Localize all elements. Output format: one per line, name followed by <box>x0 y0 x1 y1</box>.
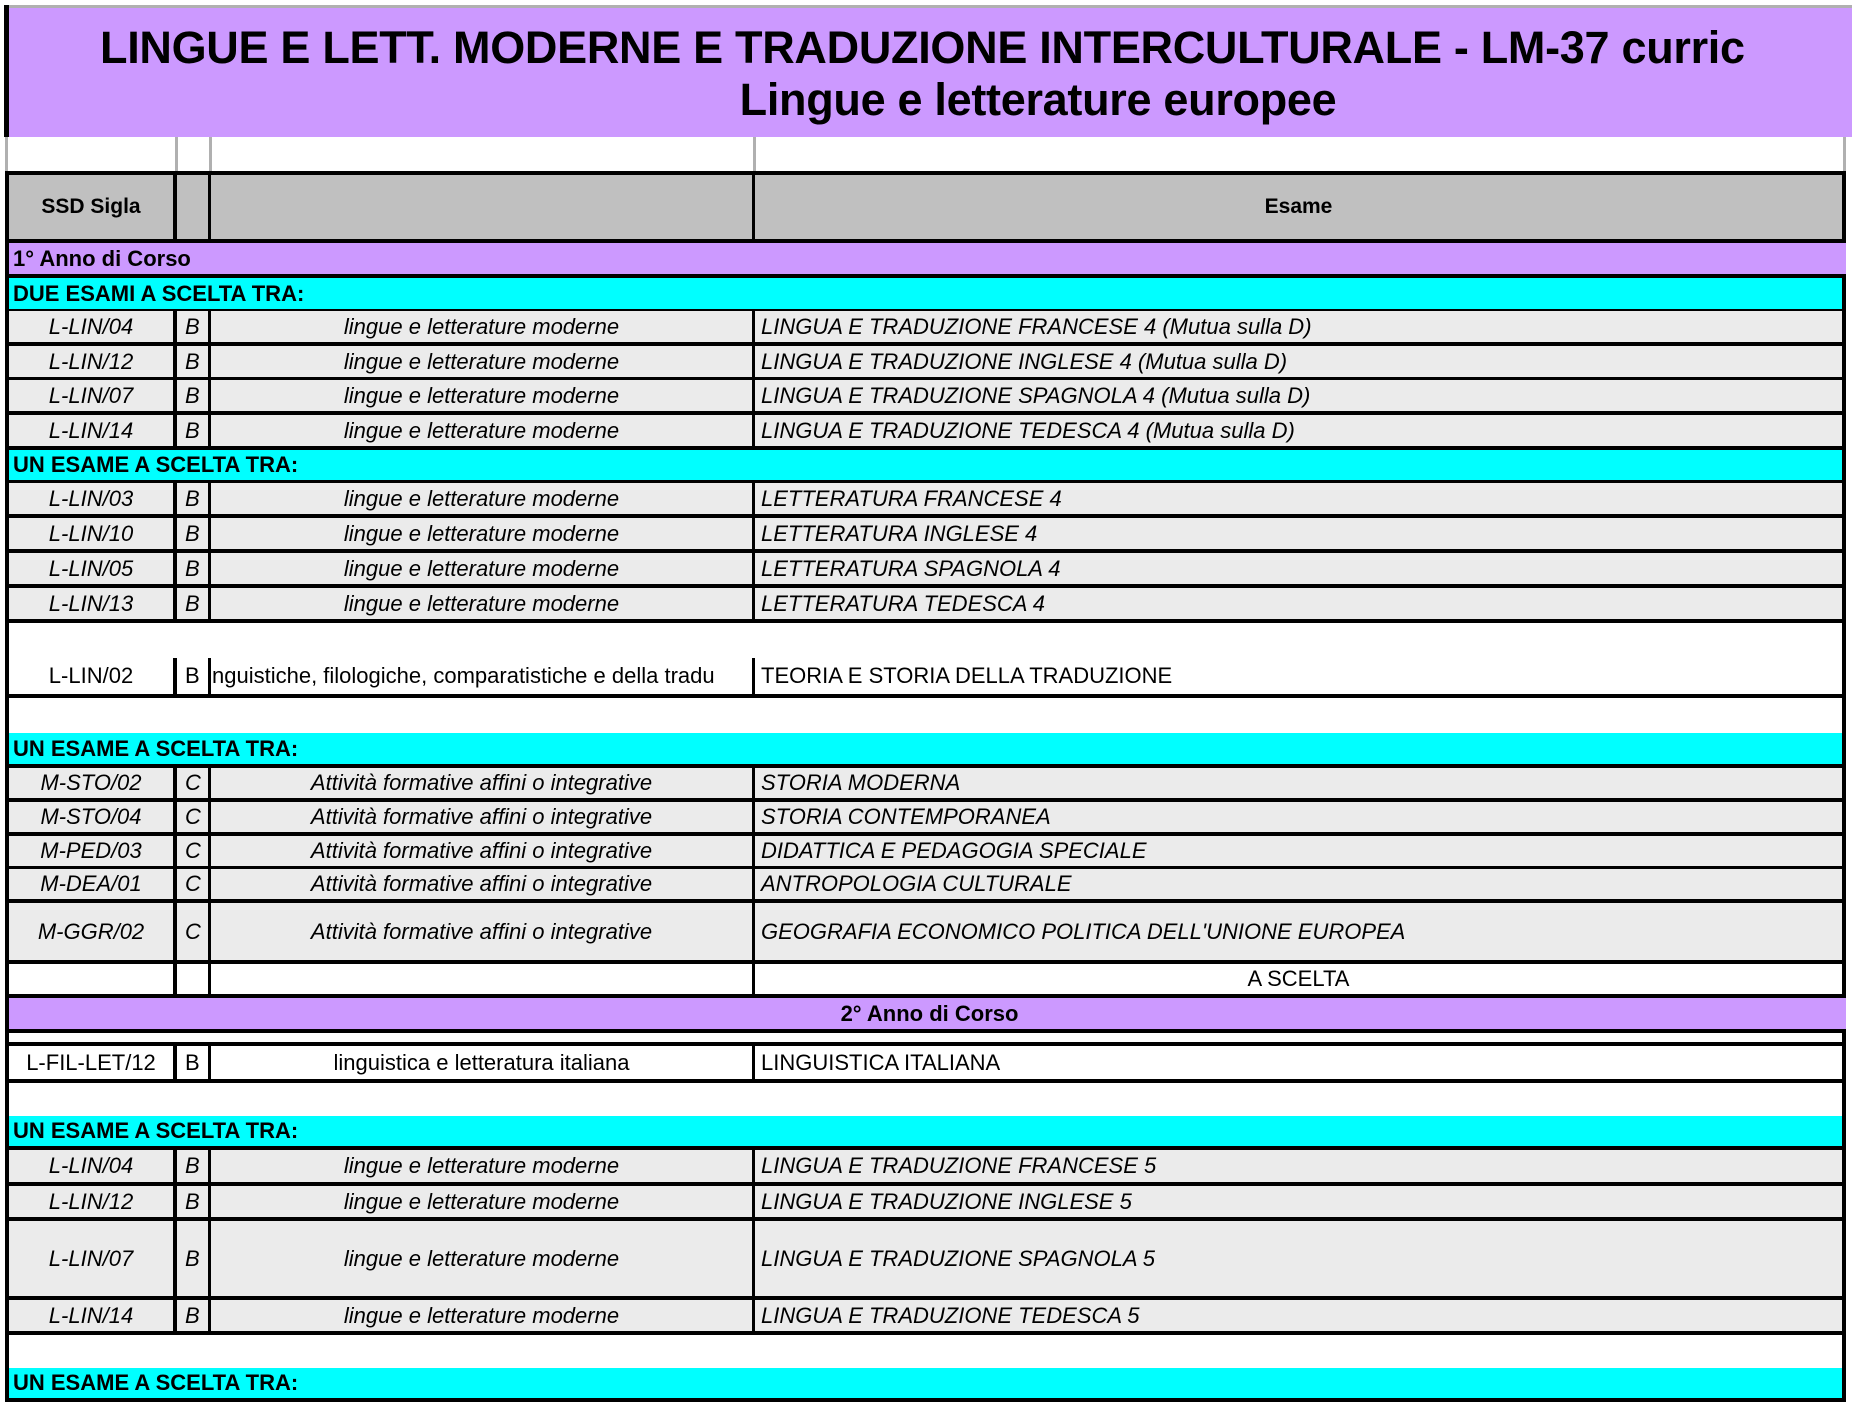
table-row <box>5 483 1846 518</box>
tipo-cell: B <box>177 483 211 514</box>
spacer-row <box>5 1083 1846 1116</box>
gridline <box>175 137 178 171</box>
gridline <box>5 137 8 171</box>
tipo-cell: C <box>177 836 211 866</box>
table-row <box>5 311 1846 346</box>
ambito-cell: Attività formative affini o integrative <box>211 802 755 832</box>
group-label: UN ESAME A SCELTA TRA: <box>13 735 299 761</box>
ssd-cell: L-LIN/07 <box>5 1221 177 1296</box>
page-title: LINGUE E LETT. MODERNE E TRADUZIONE INTERCULTURALE - LM-37 curric <box>100 22 1745 73</box>
ssd-cell: L-LIN/12 <box>5 1186 177 1217</box>
table-row <box>5 346 1846 381</box>
ssd-cell: M-PED/03 <box>5 836 177 866</box>
ssd-cell: L-LIN/13 <box>5 588 177 619</box>
table-row <box>5 1186 1846 1221</box>
table-row <box>5 802 1846 836</box>
table-row <box>5 1221 1846 1300</box>
table-row <box>5 836 1846 870</box>
group-header-row <box>5 450 1846 484</box>
ambito-cell: lingue e letterature moderne <box>211 518 755 549</box>
column-header-ambito <box>211 175 755 239</box>
ambito-cell: Attività formative affini o integrative <box>211 903 755 960</box>
spacer-row <box>5 1335 1846 1368</box>
ambito-cell: lingue e letterature moderne <box>211 553 755 584</box>
table-row <box>5 553 1846 588</box>
ambito-cell: lingue e letterature moderne <box>211 311 755 342</box>
spacer-row <box>5 1033 1846 1046</box>
tipo-cell: C <box>177 869 211 899</box>
tipo-cell: B <box>177 588 211 619</box>
ssd-cell: L-LIN/07 <box>5 380 177 411</box>
tipo-cell: B <box>177 346 211 377</box>
spacer-row <box>5 137 1845 171</box>
tipo-cell: C <box>177 802 211 832</box>
ssd-cell: M-DEA/01 <box>5 869 177 899</box>
column-header-ssd: SSD Sigla <box>5 175 177 239</box>
esame-cell: LINGUISTICA ITALIANA <box>755 1046 1846 1079</box>
esame-cell: LETTERATURA SPAGNOLA 4 <box>755 553 1846 584</box>
year-header-row <box>5 243 1846 278</box>
table-row <box>5 964 1846 998</box>
spacer-row <box>5 698 1846 733</box>
ssd-cell: L-LIN/03 <box>5 483 177 514</box>
tipo-cell: B <box>177 658 211 694</box>
esame-cell: LINGUA E TRADUZIONE SPAGNOLA 4 (Mutua sulla D) <box>755 380 1846 411</box>
esame-cell: LINGUA E TRADUZIONE INGLESE 5 <box>755 1186 1846 1217</box>
esame-cell: LETTERATURA TEDESCA 4 <box>755 588 1846 619</box>
esame-cell: STORIA CONTEMPORANEA <box>755 802 1846 832</box>
ssd-cell: L-LIN/10 <box>5 518 177 549</box>
esame-cell: GEOGRAFIA ECONOMICO POLITICA DELL'UNIONE EUROPEA <box>755 903 1846 960</box>
tipo-cell: B <box>177 1186 211 1217</box>
tipo-cell: C <box>177 903 211 960</box>
ambito-cell: Attività formative affini o integrative <box>211 869 755 899</box>
year-label: 1° Anno di Corso <box>13 245 191 271</box>
esame-cell: DIDATTICA E PEDAGOGIA SPECIALE <box>755 836 1846 866</box>
group-label: UN ESAME A SCELTA TRA: <box>13 452 299 477</box>
ambito-cell: lingue e letterature moderne <box>211 483 755 514</box>
esame-cell: TEORIA E STORIA DELLA TRADUZIONE <box>755 658 1846 694</box>
group-label: UN ESAME A SCELTA TRA: <box>13 1118 299 1143</box>
table-row <box>5 380 1846 415</box>
table-row <box>5 903 1846 964</box>
esame-cell: A SCELTA <box>755 964 1846 994</box>
spacer-row <box>5 623 1846 658</box>
ssd-cell <box>5 964 177 994</box>
esame-cell: LETTERATURA FRANCESE 4 <box>755 483 1846 514</box>
group-header-row <box>5 278 1846 313</box>
table-row <box>5 1046 1846 1083</box>
tipo-cell: B <box>177 553 211 584</box>
esame-cell: LINGUA E TRADUZIONE TEDESCA 4 (Mutua sulla D) <box>755 415 1846 446</box>
table-row <box>5 415 1846 450</box>
esame-cell: LINGUA E TRADUZIONE TEDESCA 5 <box>755 1300 1846 1331</box>
gridline <box>1843 137 1846 171</box>
table-header-row <box>5 171 1846 243</box>
group-header-row <box>5 1116 1846 1150</box>
ambito-cell: linguistica e letteratura italiana <box>211 1046 755 1079</box>
esame-cell: ANTROPOLOGIA CULTURALE <box>755 869 1846 899</box>
tipo-cell: B <box>177 1300 211 1331</box>
ssd-cell: L-LIN/02 <box>5 658 177 694</box>
tipo-cell: B <box>177 1046 211 1079</box>
esame-cell: STORIA MODERNA <box>755 768 1846 798</box>
table-row <box>5 588 1846 623</box>
tipo-cell: B <box>177 518 211 549</box>
column-header-esame: Esame <box>755 175 1846 239</box>
tipo-cell: B <box>177 1150 211 1182</box>
ssd-cell: L-LIN/14 <box>5 415 177 446</box>
ambito-cell: lingue e letterature moderne <box>211 415 755 446</box>
ambito-cell: lingue e letterature moderne <box>211 1300 755 1331</box>
table-row <box>5 658 1846 698</box>
ambito-cell: lingue e letterature moderne <box>211 1186 755 1217</box>
ssd-cell: L-LIN/05 <box>5 553 177 584</box>
tipo-cell: B <box>177 311 211 342</box>
group-header-row <box>5 733 1846 768</box>
esame-cell: LETTERATURA INGLESE 4 <box>755 518 1846 549</box>
ambito-cell: Attività formative affini o integrative <box>211 768 755 798</box>
ssd-cell: M-STO/04 <box>5 802 177 832</box>
ambito-cell: nguistiche, filologiche, comparatistiche e della tradu <box>211 658 755 694</box>
tipo-cell: C <box>177 768 211 798</box>
ambito-cell: lingue e letterature moderne <box>211 380 755 411</box>
ssd-cell: L-LIN/04 <box>5 311 177 342</box>
table-row <box>5 1150 1846 1186</box>
ssd-cell: M-GGR/02 <box>5 903 177 960</box>
ambito-cell <box>211 964 755 994</box>
ambito-cell: lingue e letterature moderne <box>211 588 755 619</box>
column-header-tipo <box>177 175 211 239</box>
title-banner <box>9 8 1852 137</box>
ssd-cell: L-LIN/14 <box>5 1300 177 1331</box>
gridline <box>753 137 756 171</box>
ssd-cell: M-STO/02 <box>5 768 177 798</box>
esame-cell: LINGUA E TRADUZIONE FRANCESE 5 <box>755 1150 1846 1182</box>
ambito-cell: lingue e letterature moderne <box>211 346 755 377</box>
table-row <box>5 1300 1846 1335</box>
tipo-cell: B <box>177 1221 211 1296</box>
table-row <box>5 768 1846 802</box>
tipo-cell: B <box>177 415 211 446</box>
group-label: DUE ESAMI A SCELTA TRA: <box>13 280 305 306</box>
ssd-cell: L-LIN/12 <box>5 346 177 377</box>
year-label: 2° Anno di Corso <box>840 1000 1019 1026</box>
ssd-cell: L-LIN/04 <box>5 1150 177 1182</box>
esame-cell: LINGUA E TRADUZIONE INGLESE 4 (Mutua sulla D) <box>755 346 1846 377</box>
group-header-row <box>5 1368 1846 1402</box>
table-row <box>5 518 1846 553</box>
tipo-cell <box>177 964 211 994</box>
tipo-cell: B <box>177 380 211 411</box>
table-row <box>5 869 1846 903</box>
esame-cell: LINGUA E TRADUZIONE FRANCESE 4 (Mutua sulla D) <box>755 311 1846 342</box>
ambito-cell: lingue e letterature moderne <box>211 1221 755 1296</box>
ambito-cell: Attività formative affini o integrative <box>211 836 755 866</box>
ssd-cell: L-FIL-LET/12 <box>5 1046 177 1079</box>
gridline <box>209 137 212 171</box>
page-subtitle: Lingue e letterature europee <box>739 74 1337 125</box>
esame-cell: LINGUA E TRADUZIONE SPAGNOLA 5 <box>755 1221 1846 1296</box>
year-header-row <box>5 998 1846 1033</box>
ambito-cell: lingue e letterature moderne <box>211 1150 755 1182</box>
group-label: UN ESAME A SCELTA TRA: <box>13 1370 299 1395</box>
